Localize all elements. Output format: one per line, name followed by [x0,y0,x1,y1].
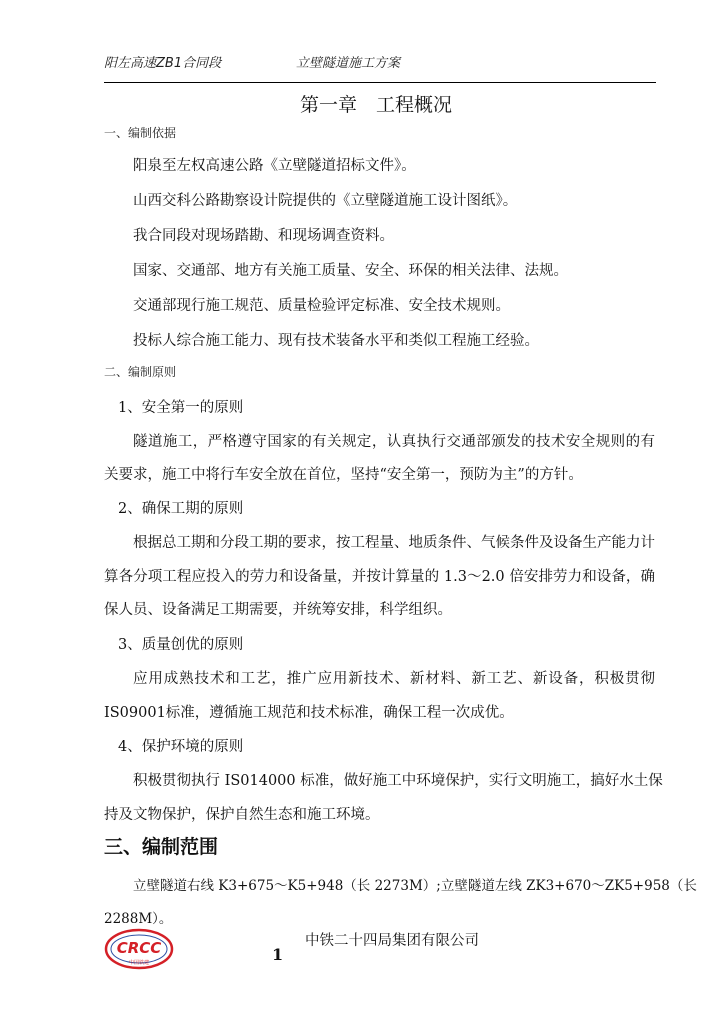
principle-line: 关要求，施工中将行车安全放在首位，坚持“安全第一，预防为主”的方针。 [104,467,583,483]
principle-line: 算各分项工程应投入的劳力和设备量，并按计算量的 1.3～2.0 倍安排劳力和设备，确 [104,569,655,585]
scope-line: 2288M）。 [104,911,173,927]
scope-line: 立壁隧道右线 K3+675～K5+948（长 2273M）;立壁隧道左线 ZK3+670～ZK5+958（长 [133,878,697,894]
crcc-logo [104,928,174,970]
header-doc-title: 立壁隧道施工方案 [296,56,401,71]
basis-item: 我合同段对现场踏勘、和现场调查资料。 [133,228,394,244]
section-2-title: 二、编制原则 [104,365,177,379]
principle-line: 根据总工期和分段工期的要求，按工程量、地质条件、气候条件及设备生产能力计 [133,535,655,551]
principle-line: IS09001标准，遵循施工规范和技术标准，确保工程一次成优。 [104,705,514,721]
logo-subtext: 中国铁建 [128,960,150,966]
footer-company: 中铁二十四局集团有限公司 [305,933,479,949]
page-number: 1 [272,945,284,964]
principle-line: 保人员、设备满足工期需要，并统筹安排，科学组织。 [104,602,452,618]
basis-item: 阳泉至左权高速公路《立壁隧道招标文件》。 [133,158,416,174]
principle-heading: 2、确保工期的原则 [118,501,244,517]
header-rule [104,82,656,83]
basis-item: 山西交科公路勘察设计院提供的《立壁隧道施工设计图纸》。 [133,193,518,209]
principle-line: 隧道施工，严格遵守国家的有关规定，认真执行交通部颁发的技术安全规则的有 [133,434,655,450]
section-1-title: 一、编制依据 [104,126,177,140]
logo-text: CRCC [116,939,162,957]
principle-heading: 4、保护环境的原则 [118,739,244,755]
principle-heading: 1、安全第一的原则 [118,400,244,416]
basis-item: 国家、交通部、地方有关施工质量、安全、环保的相关法律、法规。 [133,263,568,279]
principle-heading: 3、质量创优的原则 [118,637,244,653]
basis-item: 交通部现行施工规范、质量检验评定标准、安全技术规则。 [133,298,510,314]
crcc-logo-icon [104,928,174,970]
principle-line: 持及文物保护，保护自然生态和施工环境。 [104,807,380,823]
section-3-title: 三、编制范围 [104,836,219,858]
principle-line: 积极贯彻执行 IS014000 标准，做好施工中环境保护，实行文明施工，搞好水土保 [133,773,663,789]
chapter-title: 第一章 工程概况 [300,94,453,116]
principle-line: 应用成熟技术和工艺，推广应用新技术、新材料、新工艺、新设备，积极贯彻 [133,671,655,687]
header-project: 阳左高速ZB1合同段 [104,56,222,71]
basis-item: 投标人综合施工能力、现有技术装备水平和类似工程施工经验。 [133,333,539,349]
